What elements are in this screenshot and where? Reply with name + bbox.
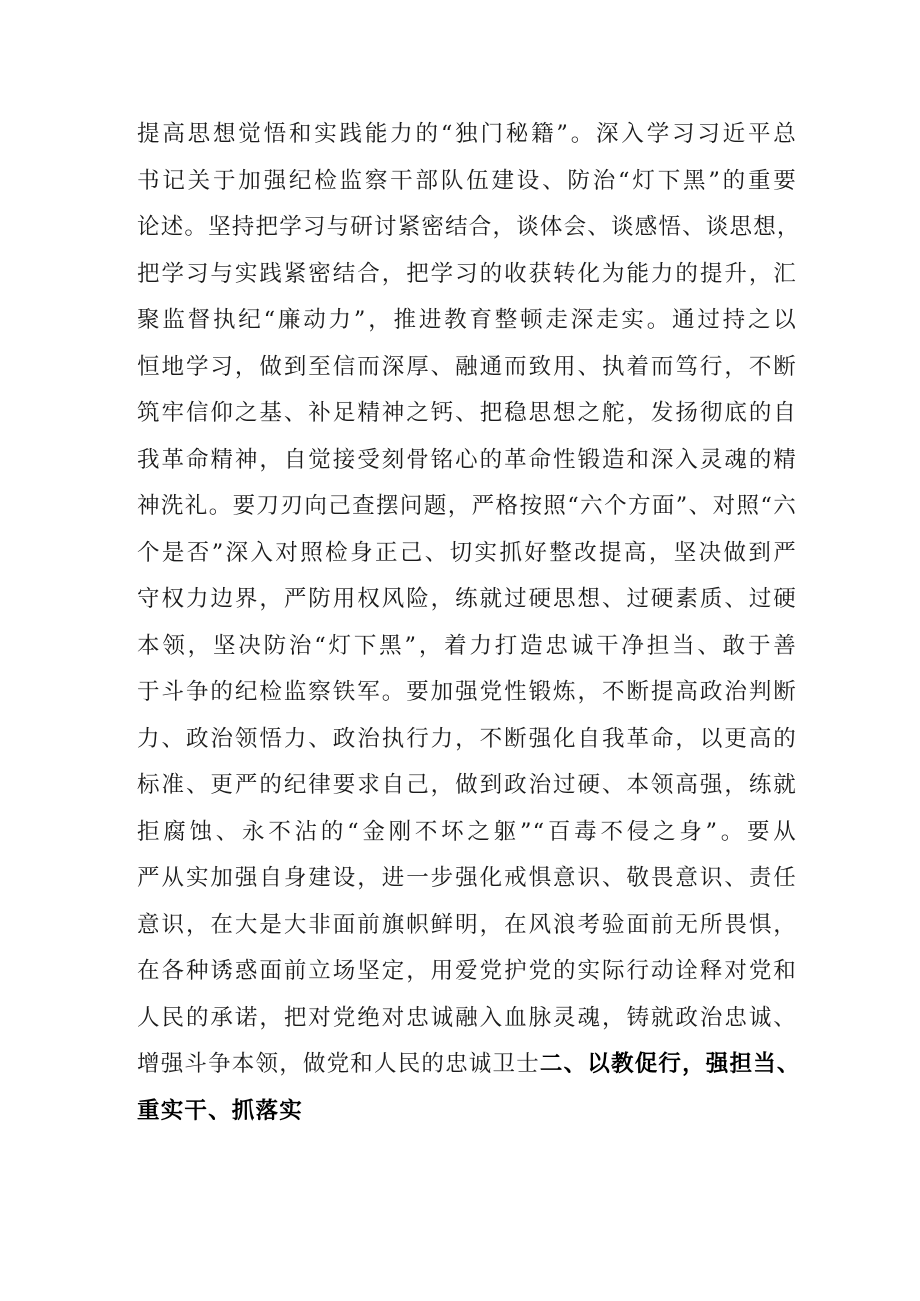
closing-sentence: 增强斗争本领，做党和人民的忠诚卫士 [137, 1051, 540, 1077]
text-line: 力、政治领悟力、政治执行力，不断强化自我革命，以更高的 [137, 725, 797, 752]
text-line: 于斗争的纪检监察铁军。要加强党性锻炼，不断提高政治判断 [137, 679, 797, 705]
text-line: 意识，在大是大非面前旗帜鲜明，在风浪考验面前无所畏惧， [137, 911, 797, 938]
section-heading-end: 重实干、抓落实 [137, 1097, 303, 1124]
text-line: 提高思想觉悟和实践能力的“独门秘籍”。深入学习习近平总 [137, 121, 797, 147]
text-line: 守权力边界，严防用权风险，练就过硬思想、过硬素质、过硬 [137, 586, 797, 612]
text-line: 神洗礼。要刀刃向己查摆问题，严格按照“六个方面”、对照“六 [137, 493, 797, 519]
text-line: 把学习与实践紧密结合，把学习的收获转化为能力的提升，汇 [137, 260, 797, 287]
text-line: 论述。坚持把学习与研讨紧密结合，谈体会、谈感悟、谈思想， [137, 214, 801, 240]
text-line: 书记关于加强纪检监察干部队伍建设、防治“灯下黑”的重要 [137, 167, 797, 194]
text-line: 恒地学习，做到至信而深厚、融通而致用、执着而笃行，不断 [137, 353, 797, 380]
text-line: 我革命精神，自觉接受刻骨铭心的革命性锻造和深入灵魂的精 [137, 446, 797, 473]
text-line: 筑牢信仰之基、补足精神之钙、把稳思想之舵，发扬彻底的自 [137, 400, 797, 426]
text-line: 在各种诱惑面前立场坚定，用爱党护党的实际行动诠释对党和 [137, 958, 797, 984]
text-line: 聚监督执纪“廉动力”，推进教育整顿走深走实。通过持之以 [137, 307, 797, 333]
text-line: 人民的承诺，把对党绝对忠诚融入血脉灵魂，铸就政治忠诚、 [137, 1004, 797, 1031]
section-heading-start: 二、以教促行，强担当、 [539, 1051, 801, 1077]
text-line: 本领，坚决防治“灯下黑”，着力打造忠诚干净担当、敢于善 [137, 632, 797, 659]
text-line: 拒腐蚀、永不沾的“金刚不坏之躯”“百毒不侵之身”。要从 [137, 818, 797, 845]
text-line: 个是否”深入对照检身正己、切实抓好整改提高，坚决做到严 [137, 539, 797, 566]
body-paragraph [137, 111, 801, 1134]
text-line-with-heading [137, 1041, 801, 1088]
text-line: 严从实加强自身建设，进一步强化戒惧意识、敬畏意识、责任 [137, 865, 797, 891]
text-line: 标准、更严的纪律要求自己，做到政治过硬、本领高强，练就 [137, 772, 797, 798]
